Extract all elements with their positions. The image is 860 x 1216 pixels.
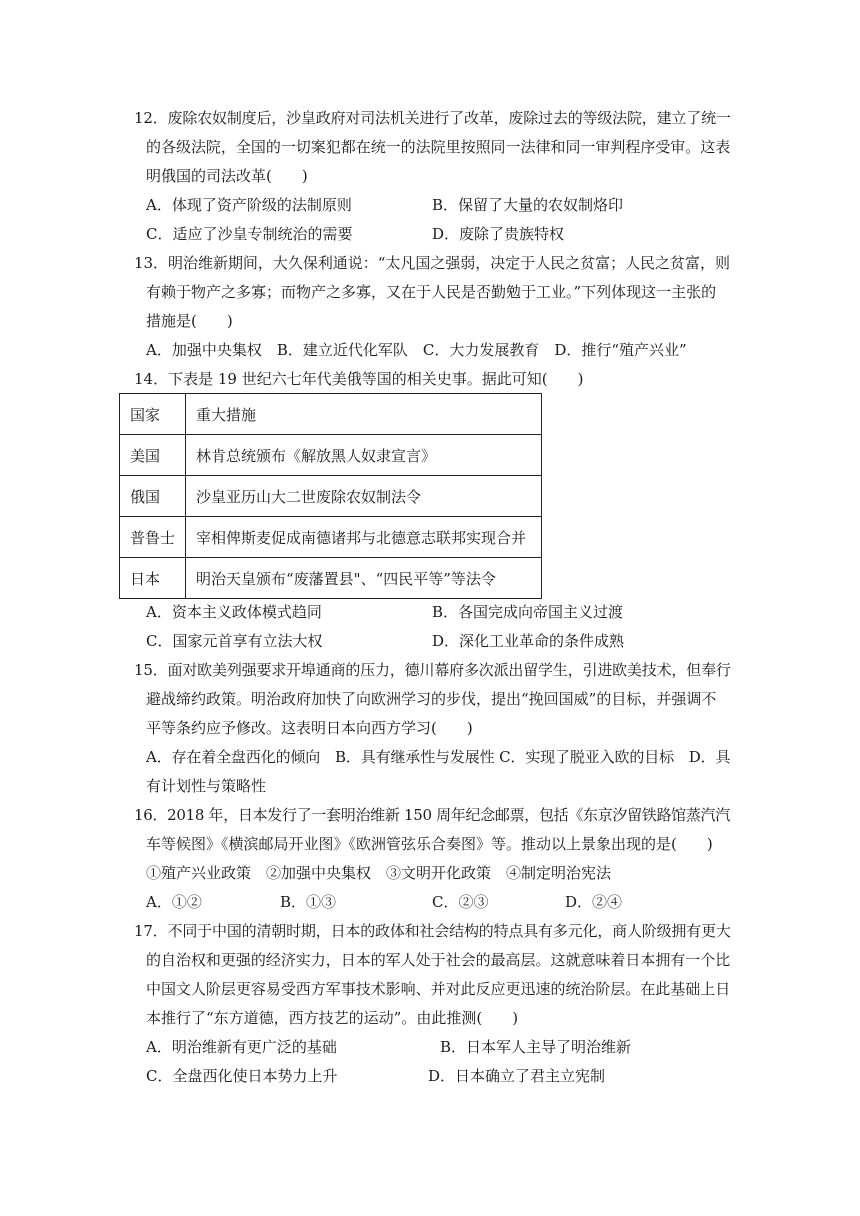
q14-stem: 14．下表是 19 世纪六七年代美俄等国的相关史事。据此可知( ): [134, 370, 584, 388]
q17-stem-line-1: 17．不同于中国的清朝时期，日本的政体和社会结构的特点具有多元化，商人阶级拥有更大: [134, 922, 731, 940]
q17-option-a: A．明治维新有更广泛的基础: [146, 1038, 337, 1056]
q15-stem-line-2: 避战缔约政策。明治政府加快了向欧洲学习的步伐，提出“挽回国威”的目标，并强调不: [146, 690, 717, 708]
q16-stem-line-3: ①殖产兴业政策 ②加强中央集权 ③文明开化政策 ④制定明治宪法: [146, 864, 612, 882]
q13-options: A．加强中央集权 B．建立近代化军队 C．大力发展教育 D．推行“殖产兴业”: [146, 341, 687, 359]
table-cell-country: 普鲁士: [120, 517, 186, 558]
q14-table: [119, 393, 542, 599]
q17-option-b: B．日本军人主导了明治维新: [440, 1038, 632, 1056]
q12-option-d: D．废除了贵族特权: [432, 225, 565, 243]
q15-options-line-2: 有计划性与策略性: [146, 777, 267, 795]
table-cell-country: 美国: [120, 435, 186, 476]
q12-option-c: C．适应了沙皇专制统治的需要: [146, 225, 353, 243]
table-cell-measure: 林肯总统颁布《解放黑人奴隶宣言》: [186, 435, 542, 476]
q16-option-d: D．②④: [565, 893, 623, 911]
q15-stem-line-3: 平等条约应予修改。这表明日本向西方学习( ): [146, 719, 473, 737]
table-row: [120, 476, 542, 517]
table-row: [120, 394, 542, 435]
table-cell-measure: 宰相俾斯麦促成南德诸邦与北德意志联邦实现合并: [186, 517, 542, 558]
q13-stem-line-1: 13．明治维新期间，大久保利通说：“太凡国之强弱，决定于人民之贫富；人民之贫富，则: [134, 254, 730, 272]
table-header-measure: 重大措施: [186, 394, 542, 435]
q14-option-b: B．各国完成向帝国主义过渡: [432, 603, 624, 621]
q14-option-c: C．国家元首享有立法大权: [146, 632, 323, 650]
q16-option-a: A．①②: [146, 893, 202, 911]
q14-option-a: A．资本主义政体模式趋同: [146, 603, 322, 621]
q13-stem-line-3: 措施是( ): [146, 312, 233, 330]
q17-option-c: C．全盘西化使日本势力上升: [146, 1067, 338, 1085]
q17-stem-line-3: 中国文人阶层更容易受西方军事技术影响、并对此反应更迅速的统治阶层。在此基础上日: [146, 980, 731, 998]
q17-option-d: D．日本确立了君主立宪制: [428, 1067, 606, 1085]
q17-stem-line-2: 的自治权和更强的经济实力，日本的军人处于社会的最高层。这就意味着日本拥有一个比: [146, 951, 731, 969]
q14-option-d: D．深化工业革命的条件成熟: [432, 632, 625, 650]
q15-options-line-1: A．存在着全盘西化的倾向 B．具有继承性与发展性 C．实现了脱亚入欧的目标 D．具: [146, 748, 731, 766]
q12-option-b: B．保留了大量的农奴制烙印: [432, 196, 624, 214]
table-cell-country: 日本: [120, 558, 186, 599]
q17-stem-line-4: 本推行了“东方道德，西方技艺的运动”。由此推测( ): [146, 1009, 519, 1027]
q12-stem-line-1: 12．废除农奴制度后，沙皇政府对司法机关进行了改革，废除过去的等级法院，建立了统一: [134, 109, 731, 127]
q12-stem-line-3: 明俄国的司法改革( ): [146, 167, 308, 185]
table-cell-country: 俄国: [120, 476, 186, 517]
table-cell-measure: 明治天皇颁布“废藩置县"、“四民平等”等法令: [186, 558, 542, 599]
q16-stem-line-1: 16．2018 年，日本发行了一套明治维新 150 周年纪念邮票，包括《东京汐留铁路馆蒸汽汽: [134, 806, 730, 824]
table-header-country: 国家: [120, 394, 186, 435]
q16-option-c: C．②③: [432, 893, 489, 911]
table-row: [120, 517, 542, 558]
table-row: [120, 558, 542, 599]
q16-option-b: B．①③: [280, 893, 337, 911]
q15-stem-line-1: 15．面对欧美列强要求开埠通商的压力，德川幕府多次派出留学生，引进欧美技术，但奉行: [134, 661, 731, 679]
q12-stem-line-2: 的各级法院，全国的一切案犯都在统一的法院里按照同一法律和同一审判程序受审。这表: [146, 138, 731, 156]
table-cell-measure: 沙皇亚历山大二世废除农奴制法令: [186, 476, 542, 517]
q16-stem-line-2: 车等候图》《横滨邮局开业图》《欧洲管弦乐合奏图》等。推动以上景象出现的是( ): [146, 835, 713, 853]
q12-option-a: A．体现了资产阶级的法制原则: [146, 196, 352, 214]
table-row: [120, 435, 542, 476]
q13-stem-line-2: 有赖于物产之多寡；而物产之多寡，又在于人民是否勤勉于工业。”下列体现这一主张的: [146, 283, 717, 301]
